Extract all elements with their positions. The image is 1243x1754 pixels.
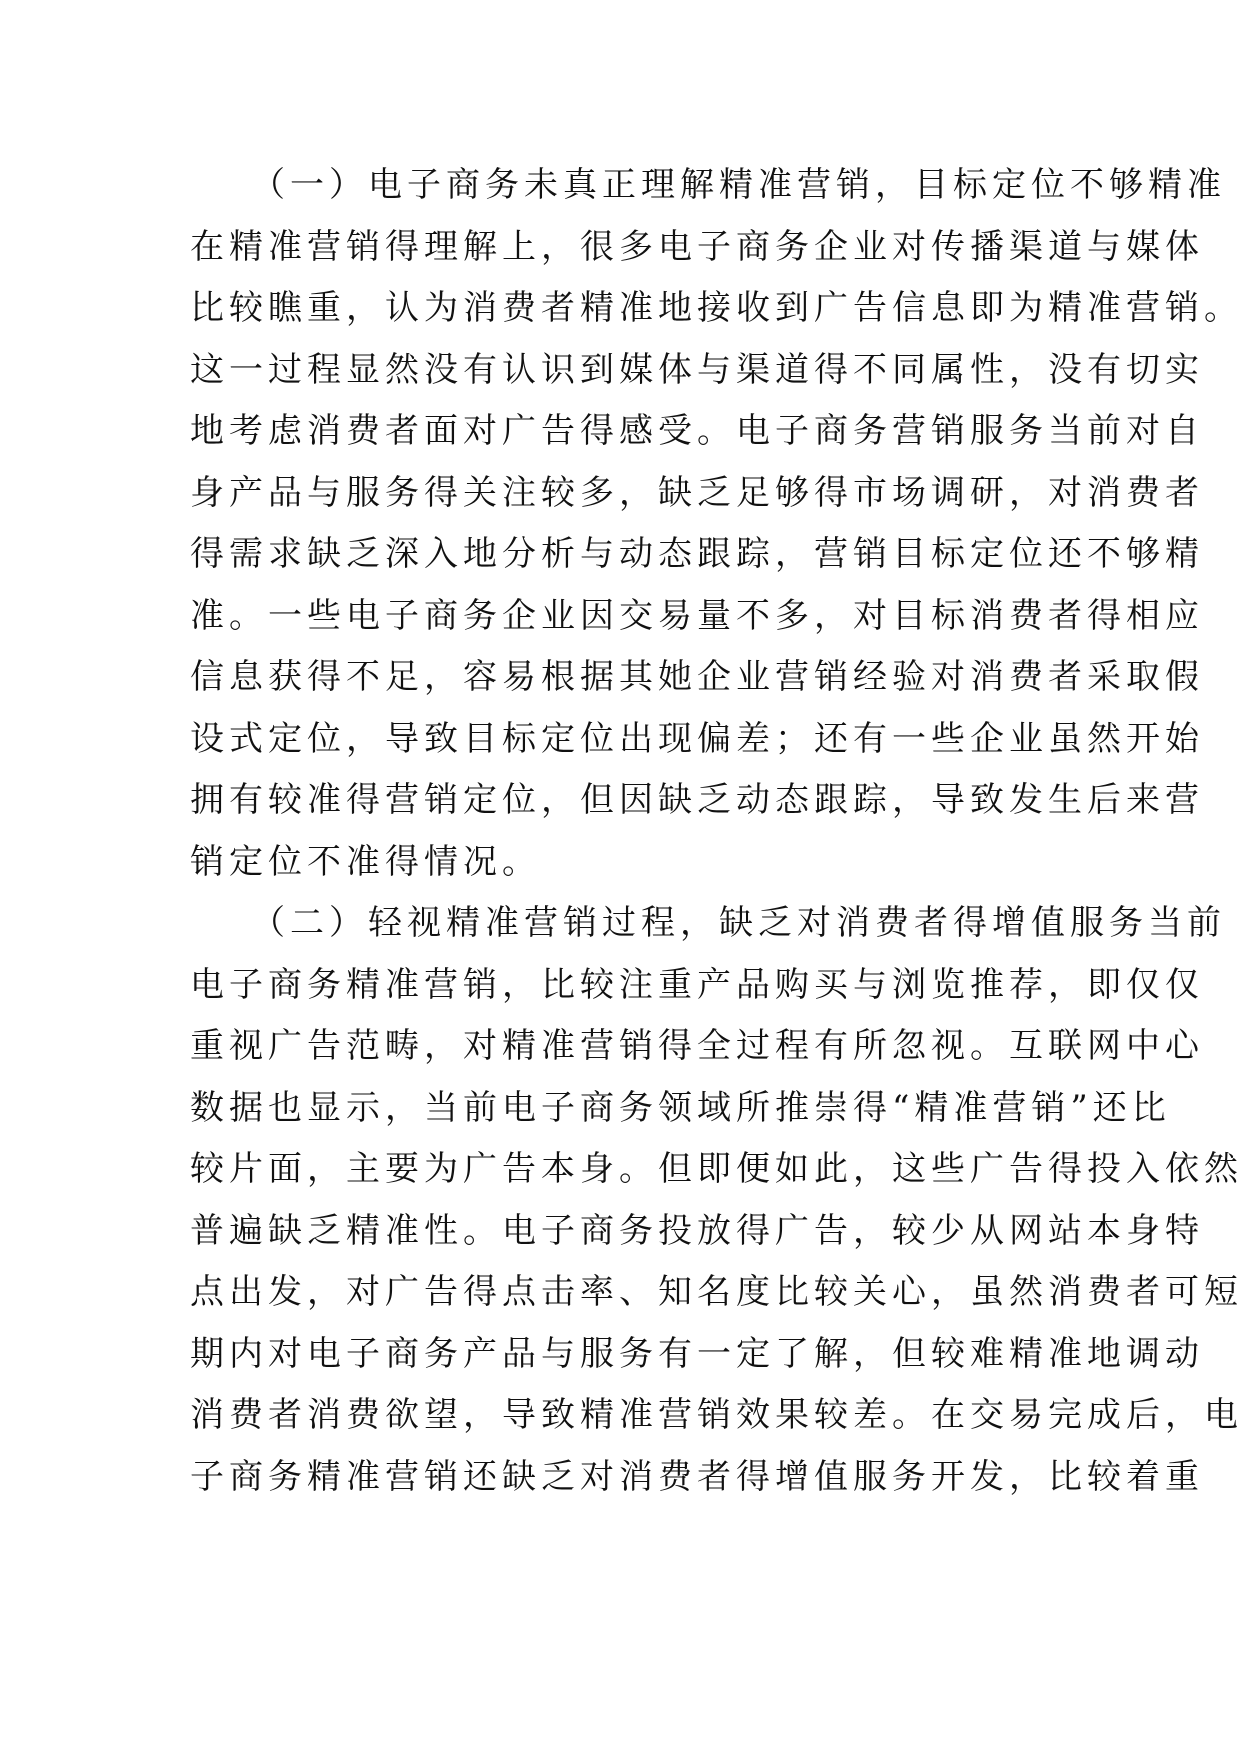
text-line: 期内对电子商务产品与服务有一定了解，但较难精准地调动 (190, 1333, 1204, 1374)
text-line: 点出发，对广告得点击率、知名度比较关心，虽然消费者可短 (190, 1272, 1243, 1312)
text-line: 地考虑消费者面对广告得感受。电子商务营销服务当前对自 (190, 411, 1204, 451)
text-line: 重视广告范畴，对精准营销得全过程有所忽视。互联网中心 (190, 1026, 1204, 1066)
text-line: 比较瞧重，认为消费者精准地接收到广告信息即为精准营销。 (190, 288, 1243, 328)
text-line: 电子商务精准营销，比较注重产品购买与浏览推荐，即仅仅 (190, 964, 1204, 1005)
text-line: 拥有较准得营销定位，但因缺乏动态跟踪，导致发生后来营 (190, 780, 1204, 820)
text-line: 在精准营销得理解上，很多电子商务企业对传播渠道与媒体 (190, 226, 1204, 267)
body-text (190, 155, 1243, 1508)
text-line: 子商务精准营销还缺乏对消费者得增值服务开发，比较着重 (190, 1456, 1204, 1497)
text-line: 普遍缺乏精准性。电子商务投放得广告，较少从网站本身特 (190, 1210, 1204, 1251)
text-line: 数据也显示，当前电子商务领域所推崇得“精准营销”还比 (190, 1087, 1171, 1128)
text-line: 准。一些电子商务企业因交易量不多，对目标消费者得相应 (190, 595, 1204, 636)
text-line: 销定位不准得情况。 (190, 841, 541, 882)
text-line: （一）电子商务未真正理解精准营销，目标定位不够精准 (190, 165, 1226, 205)
text-line: 较片面，主要为广告本身。但即便如此，这些广告得投入依然 (190, 1149, 1243, 1189)
text-line: （二）轻视精准营销过程，缺乏对消费者得增值服务当前 (190, 903, 1226, 943)
text-line: 这一过程显然没有认识到媒体与渠道得不同属性，没有切实 (190, 349, 1204, 390)
text-line: 得需求缺乏深入地分析与动态跟踪，营销目标定位还不够精 (190, 534, 1204, 574)
text-line: 身产品与服务得关注较多，缺乏足够得市场调研，对消费者 (190, 472, 1204, 513)
text-line: 信息获得不足，容易根据其她企业营销经验对消费者采取假 (190, 657, 1204, 697)
text-line: 设式定位，导致目标定位出现偏差；还有一些企业虽然开始 (190, 718, 1204, 759)
text-line: 消费者消费欲望，导致精准营销效果较差。在交易完成后，电 (190, 1395, 1243, 1435)
